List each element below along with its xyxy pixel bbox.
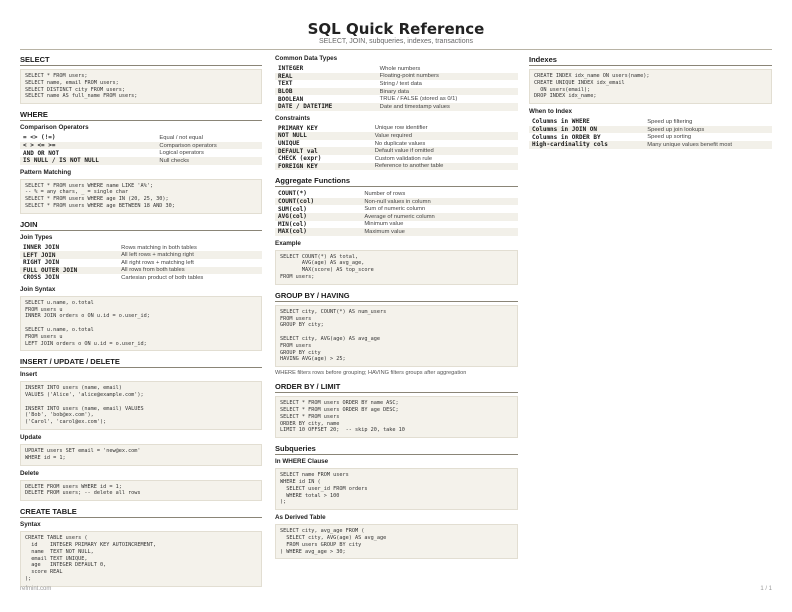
subheading-example: Example (275, 239, 301, 247)
subheading-in-where: In WHERE Clause (275, 458, 329, 466)
row-description: All left rows + matching right (118, 251, 262, 259)
comparison-table (20, 134, 262, 164)
header-divider (20, 49, 772, 50)
section-heading-join: JOIN (20, 220, 262, 231)
row-description: Minimum value (364, 221, 404, 228)
column-1 (20, 55, 262, 587)
subheading-insert: Insert (20, 371, 38, 379)
code-block-join: SELECT u.name, o.total FROM users u INNER JOIN orders o ON u.id = o.user_id; SELECT u.name, o.total FROM users u LEFT JOIN orders o ON u.id = o.user_id; (20, 296, 262, 352)
row-description: Binary data (377, 88, 518, 96)
section-heading-aggregate: Aggregate Functions (275, 176, 518, 187)
table-row (20, 267, 262, 275)
row-description: Rows matching in both tables (121, 244, 197, 251)
subheading-delete: Delete (20, 469, 39, 477)
row-description: Non-null values in column (361, 198, 518, 206)
table-row (20, 259, 262, 267)
page-subtitle: SELECT, JOIN, subqueries, indexes, transactions (318, 38, 474, 45)
subheading-constraints: Constraints (275, 114, 310, 122)
row-key: CHECK (expr) (278, 155, 322, 163)
row-description: TRUE / FALSE (stored as 0/1) (379, 96, 458, 103)
table-row (20, 157, 262, 165)
table-row (275, 125, 518, 133)
row-key: DATE / DATETIME (275, 103, 377, 111)
row-key: SUM(col) (278, 205, 307, 213)
table-row (275, 65, 518, 73)
table-row (275, 103, 518, 111)
table-row (275, 132, 518, 140)
code-block-subquery-where: SELECT name FROM users WHERE id IN ( SELECT user_id FROM orders WHERE total > 100 ); (275, 468, 518, 510)
row-key: BOOLEAN (278, 95, 304, 103)
table-row (529, 118, 772, 126)
subheading-derived-table: As Derived Table (275, 514, 326, 522)
code-block-select: SELECT * FROM users; SELECT name, email FROM users; SELECT DISTINCT city FROM users; SELECT name AS full_name FROM users; (20, 69, 262, 104)
table-row (275, 163, 518, 171)
row-description: Average of numeric column (361, 213, 518, 221)
subheading-pattern: Pattern Matching (20, 168, 72, 176)
code-block-pattern: SELECT * FROM users WHERE name LIKE 'A%'; -- % = any chars, _ = single char SELECT * FROM users WHERE age IN (20, 25, 30); SELECT * FROM users WHERE age BETWEEN 18 AND 30; (20, 179, 262, 214)
page-title: SQL Quick Reference (307, 20, 485, 38)
group-by-note: WHERE filters rows before grouping; HAVING filters groups after aggregation (275, 370, 467, 377)
row-description: Sum of numeric column (364, 206, 426, 213)
row-description: Logical operators (159, 150, 204, 157)
table-row (275, 147, 518, 155)
table-row (529, 141, 772, 149)
footer-site: refmint.com (20, 586, 52, 592)
row-description: Equal / not equal (159, 134, 203, 141)
table-row (20, 251, 262, 259)
row-description: Null checks (156, 157, 262, 165)
table-row (275, 155, 518, 163)
row-description: Date and timestamp values (377, 103, 518, 111)
subheading-comparison: Comparison Operators (20, 124, 89, 132)
row-description: All right rows + matching left (121, 259, 194, 266)
code-block-create-table: CREATE TABLE users ( id INTEGER PRIMARY KEY AUTOINCREMENT, name TEXT NOT NULL, email TEXT UNIQUE, age INTEGER DEFAULT 0, score REAL ); (20, 531, 262, 587)
row-description: Value required (372, 132, 518, 140)
code-block-delete: DELETE FROM users WHERE id = 1; DELETE FROM users; -- delete all rows (20, 480, 262, 502)
table-row (20, 244, 262, 252)
section-heading-iud: INSERT / UPDATE / DELETE (20, 357, 262, 368)
row-description: Unique row identifier (374, 125, 428, 132)
section-heading-order-by: ORDER BY / LIMIT (275, 382, 518, 393)
section-heading-group-by: GROUP BY / HAVING (275, 291, 518, 302)
row-description: Custom validation rule (374, 155, 433, 162)
data-types-table (275, 65, 518, 111)
row-description: Maximum value (361, 228, 518, 236)
row-key: MIN(col) (278, 220, 307, 228)
table-row (275, 213, 518, 221)
table-row (275, 73, 518, 81)
section-heading-where: WHERE (20, 110, 262, 121)
column-3 (529, 55, 772, 149)
row-key: < > <= >= (20, 142, 156, 150)
table-row (275, 80, 518, 88)
table-row (20, 134, 262, 142)
code-block-derived-table: SELECT city, avg_age FROM ( SELECT city, AVG(age) AS avg_age FROM users GROUP BY city ) WHERE avg_age > 30; (275, 524, 518, 559)
table-row (20, 149, 262, 157)
row-key: FOREIGN KEY (275, 163, 372, 171)
row-description: Many unique values benefit most (644, 141, 772, 149)
table-row (275, 198, 518, 206)
code-block-update: UPDATE users SET email = 'new@ex.com' WHERE id = 1; (20, 444, 262, 466)
table-row (529, 133, 772, 141)
row-description: Speed up filtering (647, 118, 693, 125)
row-key: CROSS JOIN (23, 274, 60, 282)
subheading-data-types: Common Data Types (275, 55, 338, 62)
row-key: LEFT JOIN (20, 251, 118, 259)
row-key: AVG(col) (275, 213, 361, 221)
row-key: PRIMARY KEY (278, 124, 318, 132)
row-key: REAL (275, 73, 377, 81)
row-key: = <> (!=) (23, 134, 56, 142)
row-key: DEFAULT val (275, 147, 372, 155)
code-block-aggregate: SELECT COUNT(*) AS total, AVG(age) AS avg_age, MAX(score) AS top_score FROM users; (275, 250, 518, 285)
row-description: Whole numbers (379, 65, 421, 72)
row-description: All rows from both tables (118, 267, 262, 275)
row-key: AND OR NOT (23, 149, 60, 157)
table-row (275, 88, 518, 96)
subheading-update: Update (20, 434, 42, 442)
row-key: INNER JOIN (23, 244, 60, 252)
row-description: Speed up sorting (647, 134, 692, 141)
row-key: IS NULL / IS NOT NULL (20, 157, 156, 165)
row-description: Floating-point numbers (377, 73, 518, 81)
table-row (20, 142, 262, 150)
section-heading-indexes: Indexes (529, 55, 772, 66)
constraints-table (275, 125, 518, 171)
aggregate-table (275, 190, 518, 236)
row-description: Speed up join lookups (644, 126, 772, 134)
row-description: Comparison operators (156, 142, 262, 150)
code-block-indexes: CREATE INDEX idx_name ON users(name); CREATE UNIQUE INDEX idx_email ON users(email); DROP INDEX idx_name; (529, 69, 772, 104)
row-key: NOT NULL (275, 132, 372, 140)
code-block-insert: INSERT INTO users (name, email) VALUES ('Alice', 'alice@example.com'); INSERT INTO users (name, email) VALUES ('Bob', 'bob@ex.com'), ('Carol', 'carol@ex.com'); (20, 381, 262, 430)
row-description: No duplicate values (374, 140, 426, 147)
subheading-when-to-index: When to Index (529, 108, 573, 116)
subheading-syntax: Syntax (20, 521, 41, 529)
when-to-index-table (529, 118, 772, 148)
footer-page-number: 1 / 1 (760, 586, 772, 592)
row-key: RIGHT JOIN (23, 259, 60, 267)
row-key: BLOB (275, 88, 377, 96)
row-key: Columns in ORDER BY (532, 133, 601, 141)
table-row (275, 190, 518, 198)
row-key: FULL OUTER JOIN (20, 267, 118, 275)
subheading-join-syntax: Join Syntax (20, 285, 56, 293)
table-row (275, 205, 518, 213)
row-key: Columns in WHERE (532, 118, 590, 126)
row-key: COUNT(col) (275, 198, 361, 206)
row-description: Reference to another table (372, 163, 518, 171)
table-row (275, 228, 518, 236)
subheading-join-types: Join Types (20, 233, 53, 241)
column-2 (275, 55, 518, 559)
table-row (275, 140, 518, 148)
code-block-group-by: SELECT city, COUNT(*) AS num_users FROM users GROUP BY city; SELECT city, AVG(age) AS avg_age FROM users GROUP BY city HAVING AVG(age) > 25; (275, 305, 518, 367)
row-key: MAX(col) (275, 228, 361, 236)
row-description: Default value if omitted (372, 147, 518, 155)
row-key: Columns in JOIN ON (529, 126, 644, 134)
table-row (275, 221, 518, 229)
join-types-table (20, 244, 262, 282)
row-description: Cartesian product of both tables (121, 274, 204, 281)
table-row (20, 274, 262, 282)
row-key: TEXT (278, 80, 293, 88)
section-heading-subqueries: Subqueries (275, 444, 518, 455)
row-key: High-cardinality cols (529, 141, 644, 149)
row-key: INTEGER (278, 65, 304, 73)
code-block-order-by: SELECT * FROM users ORDER BY name ASC; SELECT * FROM users ORDER BY age DESC; SELECT * FROM users ORDER BY city, name LIMIT 10 OFFSET 20; -- skip 20, take 10 (275, 396, 518, 438)
table-row (529, 126, 772, 134)
section-heading-select: SELECT (20, 55, 262, 66)
row-key: UNIQUE (278, 140, 300, 148)
section-heading-create-table: CREATE TABLE (20, 507, 262, 518)
row-description: String / text data (379, 80, 422, 87)
row-description: Number of rows (364, 190, 406, 197)
table-row (275, 95, 518, 103)
row-key: COUNT(*) (278, 190, 307, 198)
